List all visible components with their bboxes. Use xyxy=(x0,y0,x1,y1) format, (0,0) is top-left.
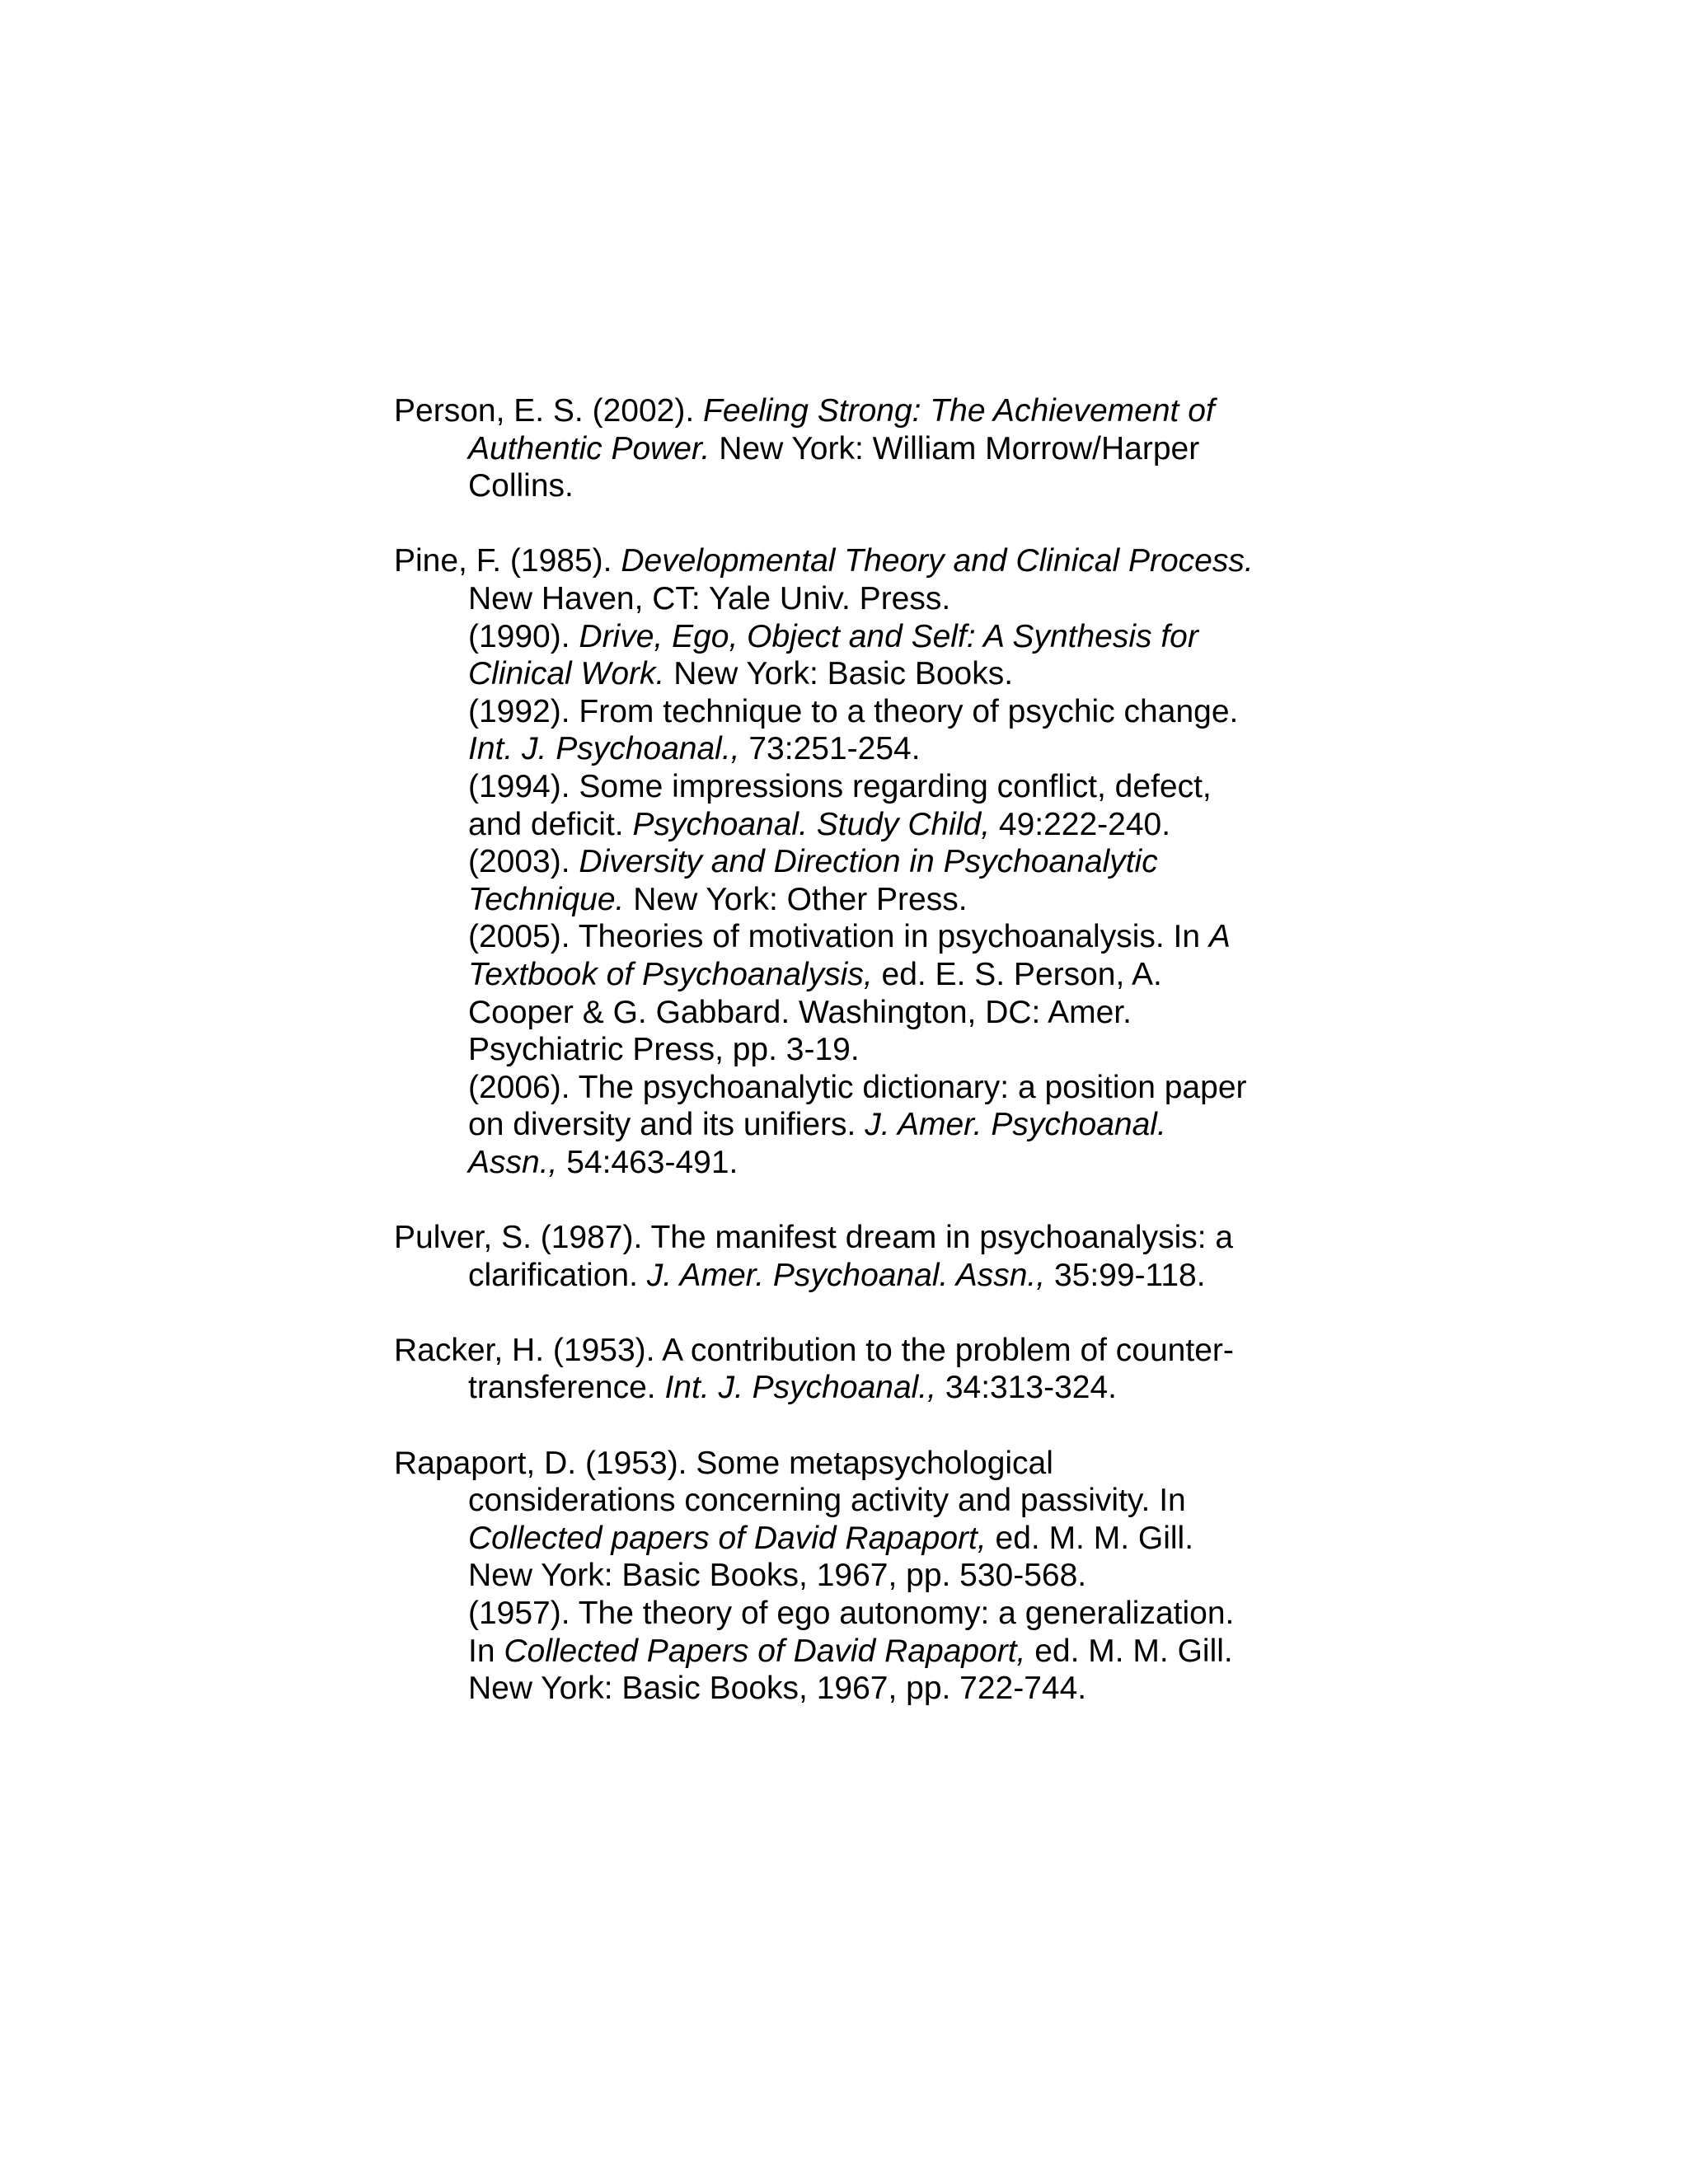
reference-title: Collected Papers of David Rapaport, xyxy=(504,1633,1026,1669)
reference-text: (1990). xyxy=(468,618,579,654)
reference-line xyxy=(394,956,1350,994)
reference-text: 49:222-240. xyxy=(990,806,1171,842)
reference-list xyxy=(394,392,1350,1708)
reference-text: on diversity and its unifiers. xyxy=(468,1107,865,1143)
reference-line xyxy=(394,618,1350,656)
reference-text: 54:463-491. xyxy=(557,1144,738,1180)
reference-entry-racker xyxy=(394,1332,1350,1407)
reference-text: ed. M. M. Gill. xyxy=(1025,1633,1233,1669)
reference-text: (2003). xyxy=(468,844,579,880)
reference-line xyxy=(394,392,1350,430)
reference-title: Collected papers of David Rapaport, xyxy=(468,1520,987,1556)
reference-text: New York: Other Press. xyxy=(624,881,968,917)
reference-line xyxy=(394,843,1350,881)
reference-line: (1957). The theory of ego autonomy: a generalization. xyxy=(468,1596,1235,1631)
reference-text: New York: William Morrow/Harper xyxy=(710,430,1200,466)
reference-line xyxy=(394,730,1350,768)
reference-line: Collins. xyxy=(468,468,574,504)
reference-line: Racker, H. (1953). A contribution to the problem of counter- xyxy=(394,1332,1234,1368)
reference-entry-rapaport xyxy=(394,1445,1350,1708)
reference-title: Developmental Theory and Clinical Process. xyxy=(621,543,1254,579)
reference-line xyxy=(394,806,1350,844)
reference-entry-pine xyxy=(394,542,1350,1181)
reference-journal: J. Amer. Psychoanal. Assn., xyxy=(646,1257,1046,1293)
reference-title: Authentic Power. xyxy=(468,430,710,466)
entry-spacer xyxy=(394,1407,1350,1445)
reference-line: Psychiatric Press, pp. 3-19. xyxy=(468,1032,860,1068)
reference-line xyxy=(394,1369,1350,1407)
reference-text: ed. E. S. Person, A. xyxy=(872,956,1162,992)
reference-text: 35:99-118. xyxy=(1045,1257,1206,1293)
reference-title: Technique. xyxy=(468,881,625,917)
reference-line: considerations concerning activity and passivity. In xyxy=(468,1483,1186,1519)
reference-line xyxy=(394,1257,1350,1295)
reference-line: Cooper & G. Gabbard. Washington, DC: Amer. xyxy=(468,994,1132,1030)
reference-line: (1994). Some impressions regarding conflict, defect, xyxy=(468,768,1212,804)
reference-text: (2005). Theories of motivation in psychoanalysis. In xyxy=(468,919,1209,955)
reference-journal: J. Amer. Psychoanal. xyxy=(865,1107,1166,1143)
reference-text: Pine, F. (1985). xyxy=(394,543,621,579)
reference-entry-person xyxy=(394,392,1350,505)
reference-text: New York: Basic Books. xyxy=(664,656,1014,692)
reference-text: 73:251-254. xyxy=(739,731,921,767)
reference-journal: Int. J. Psychoanal., xyxy=(664,1370,936,1406)
reference-line xyxy=(394,655,1350,693)
reference-line xyxy=(394,918,1350,956)
reference-text: transference. xyxy=(468,1370,665,1406)
reference-entry-pulver xyxy=(394,1219,1350,1294)
reference-journal: Psychoanal. Study Child, xyxy=(632,806,991,842)
reference-journal: Assn., xyxy=(468,1144,558,1180)
reference-title: Drive, Ego, Object and Self: A Synthesis for xyxy=(579,618,1198,654)
reference-line: New Haven, CT: Yale Univ. Press. xyxy=(468,580,951,616)
reference-line: Rapaport, D. (1953). Some metapsychological xyxy=(394,1445,1053,1481)
reference-line: New York: Basic Books, 1967, pp. 530-568. xyxy=(468,1558,1087,1594)
reference-title: Feeling Strong: The Achievement of xyxy=(703,393,1215,429)
reference-title: Diversity and Direction in Psychoanalytic xyxy=(579,844,1158,880)
reference-text: clarification. xyxy=(468,1257,647,1293)
reference-line: (2006). The psychoanalytic dictionary: a position paper xyxy=(468,1069,1247,1105)
reference-text: Person, E. S. (2002). xyxy=(394,393,704,429)
reference-line: Pulver, S. (1987). The manifest dream in psychoanalysis: a xyxy=(394,1220,1234,1256)
reference-text: 34:313-324. xyxy=(935,1370,1117,1406)
reference-line xyxy=(394,430,1350,468)
reference-text: and deficit. xyxy=(468,806,633,842)
reference-title: Clinical Work. xyxy=(468,656,665,692)
reference-line xyxy=(394,1106,1350,1144)
reference-text: In xyxy=(468,1633,504,1669)
reference-text: ed. M. M. Gill. xyxy=(986,1520,1194,1556)
reference-line xyxy=(394,1144,1350,1182)
entry-spacer xyxy=(394,1294,1350,1332)
reference-line xyxy=(394,1633,1350,1671)
reference-line: New York: Basic Books, 1967, pp. 722-744. xyxy=(468,1671,1087,1707)
reference-line xyxy=(394,881,1350,919)
reference-title: Textbook of Psychoanalysis, xyxy=(468,956,873,992)
entry-spacer xyxy=(394,1181,1350,1219)
entry-spacer xyxy=(394,505,1350,543)
reference-journal: Int. J. Psychoanal., xyxy=(468,731,740,767)
reference-line xyxy=(394,542,1350,580)
reference-line: (1992). From technique to a theory of psychic change. xyxy=(468,693,1239,729)
reference-line xyxy=(394,1520,1350,1558)
reference-title: A xyxy=(1208,919,1231,955)
